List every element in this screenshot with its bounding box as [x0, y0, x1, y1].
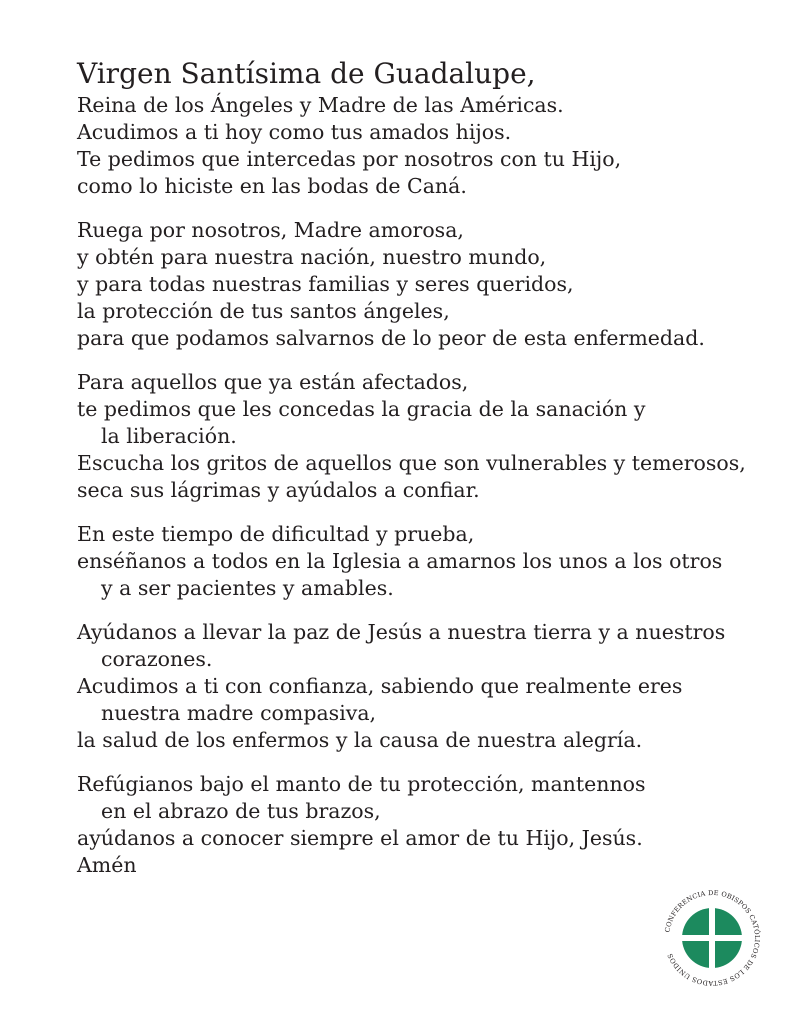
prayer-line: te pedimos que les concedas la gracia de la sanación y: [77, 397, 646, 421]
cross-seal-icon: [680, 906, 744, 970]
prayer-line: para que podamos salvarnos de lo peor de esta enfermedad.: [77, 326, 705, 350]
prayer-line: Ruega por nosotros, Madre amorosa,: [77, 218, 464, 242]
prayer-line: seca sus lágrimas y ayúdalos a confiar.: [77, 478, 480, 502]
prayer-line: Reina de los Ángeles y Madre de las Américas.: [77, 93, 564, 117]
prayer-line: Te pedimos que intercedas por nosotros con tu Hijo,: [77, 147, 622, 171]
prayer-line: como lo hiciste en las bodas de Caná.: [77, 174, 467, 198]
prayer-line: Refúgianos bajo el manto de tu protección, mantennos: [77, 772, 646, 796]
stanza-3: [77, 369, 777, 504]
prayer-line: la salud de los enfermos y la causa de nuestra alegría.: [77, 728, 643, 752]
usccb-seal: [658, 884, 766, 992]
prayer-text: [77, 56, 777, 879]
stanza-4: [77, 521, 777, 602]
prayer-line: nuestra madre compasiva,: [101, 701, 377, 725]
prayer-line: ayúdanos a conocer siempre el amor de tu Hijo, Jesús.: [77, 826, 643, 850]
prayer-line: Amén: [77, 853, 137, 877]
prayer-line: Escucha los gritos de aquellos que son vulnerables y temerosos,: [77, 451, 746, 475]
stanza-6: [77, 771, 777, 879]
prayer-line: y a ser pacientes y amables.: [101, 576, 394, 600]
prayer-line: Ayúdanos a llevar la paz de Jesús a nuestra tierra y a nuestros: [77, 620, 726, 644]
prayer-line: Acudimos a ti con confianza, sabiendo que realmente eres: [77, 674, 683, 698]
prayer-line: enséñanos a todos en la Iglesia a amarnos los unos a los otros: [77, 549, 723, 573]
prayer-line: y para todas nuestras familias y seres queridos,: [77, 272, 574, 296]
stanza-1: [77, 92, 777, 200]
prayer-stanzas: [77, 92, 777, 879]
prayer-line: la protección de tus santos ángeles,: [77, 299, 450, 323]
prayer-line: En este tiempo de dificultad y prueba,: [77, 522, 475, 546]
stanza-5: [77, 619, 777, 754]
prayer-line: la liberación.: [101, 424, 237, 448]
prayer-title: Virgen Santísima de Guadalupe,: [77, 57, 536, 90]
prayer-line: y obtén para nuestra nación, nuestro mundo,: [77, 245, 547, 269]
stanza-2: [77, 217, 777, 352]
prayer-line: Para aquellos que ya están afectados,: [77, 370, 469, 394]
prayer-line: Acudimos a ti hoy como tus amados hijos.: [77, 120, 512, 144]
prayer-line: corazones.: [101, 647, 213, 671]
seal-text: CONFERENCIA DE OBISPOS CATÓLICOS DE LOS ESTADOS UNIDOS: [663, 888, 762, 988]
prayer-line: en el abrazo de tus brazos,: [101, 799, 381, 823]
